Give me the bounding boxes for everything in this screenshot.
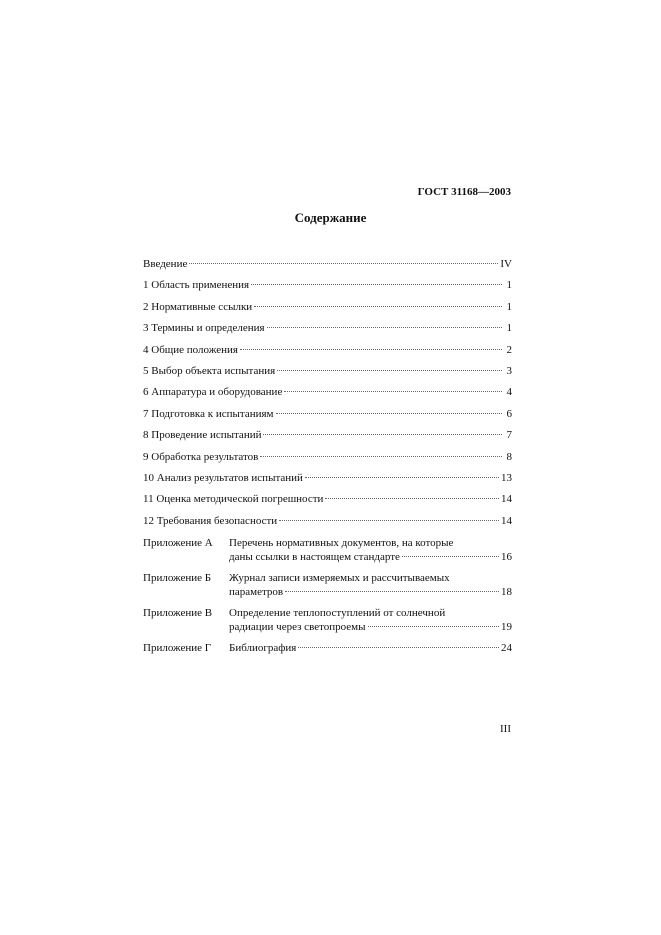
appendix-title-text: параметров bbox=[229, 586, 284, 599]
toc-entry bbox=[143, 472, 512, 487]
dot-leader bbox=[254, 306, 502, 307]
appendix-body bbox=[229, 536, 512, 564]
toc-title: Содержание bbox=[294, 210, 367, 225]
toc-entry-label: 8 Проведение испытаний bbox=[143, 429, 262, 442]
toc-entry-label: 7 Подготовка к испытаниям bbox=[143, 407, 274, 420]
dot-leader bbox=[298, 647, 499, 648]
appendix-page: 24 bbox=[501, 642, 512, 655]
page-number: III bbox=[500, 723, 511, 735]
appendix-title-line1: Определение теплопоступлений от солнечной bbox=[229, 607, 446, 620]
toc-appendix bbox=[143, 536, 512, 564]
toc-entry bbox=[143, 258, 512, 273]
toc-entry-label: 3 Термины и определения bbox=[143, 322, 265, 335]
dot-leader bbox=[284, 391, 502, 392]
appendix-title-text: радиации через светопроемы bbox=[229, 621, 366, 634]
toc-entry bbox=[143, 386, 512, 401]
appendix-body bbox=[229, 641, 512, 655]
appendix-label: Приложение А bbox=[143, 537, 213, 550]
appendix-title-line2 bbox=[229, 585, 512, 599]
toc-entry-label: 11 Оценка методической погрешности bbox=[143, 493, 324, 506]
toc-entry-page: 3 bbox=[506, 364, 512, 377]
toc-entry bbox=[143, 493, 512, 508]
toc-appendices bbox=[143, 536, 512, 655]
appendix-page: 19 bbox=[501, 621, 512, 634]
toc-entries bbox=[143, 258, 512, 530]
toc-entry-page: IV bbox=[500, 258, 512, 270]
toc-entry-page: 1 bbox=[506, 279, 512, 292]
toc-entry-page: 8 bbox=[506, 450, 512, 463]
toc-entry-label: 12 Требования безопасности bbox=[143, 514, 278, 527]
toc-entry-label: Введение bbox=[143, 258, 188, 270]
toc-entry-page: 1 bbox=[506, 322, 512, 335]
toc-appendix bbox=[143, 571, 512, 599]
table-of-contents bbox=[143, 258, 512, 662]
dot-leader bbox=[368, 626, 500, 627]
appendix-title-text: даны ссылки в настоящем стандарте bbox=[229, 551, 400, 564]
dot-leader bbox=[260, 456, 502, 457]
toc-entry bbox=[143, 408, 512, 423]
appendix-body bbox=[229, 571, 512, 599]
appendix-label: Приложение Г bbox=[143, 642, 212, 655]
toc-entry bbox=[143, 365, 512, 380]
dot-leader bbox=[251, 284, 502, 285]
dot-leader bbox=[325, 498, 499, 499]
appendix-label: Приложение В bbox=[143, 607, 213, 620]
dot-leader bbox=[402, 556, 499, 557]
toc-entry-page: 6 bbox=[506, 407, 512, 420]
appendix-title-line1: Журнал записи измеряемых и рассчитываемых bbox=[229, 572, 450, 585]
toc-entry-label: 10 Анализ результатов испытаний bbox=[143, 471, 303, 484]
toc-appendix bbox=[143, 606, 512, 634]
dot-leader bbox=[285, 591, 499, 592]
toc-entry bbox=[143, 344, 512, 359]
appendix-body bbox=[229, 606, 512, 634]
dot-leader bbox=[263, 434, 502, 435]
toc-entry-page: 14 bbox=[501, 514, 512, 527]
toc-entry-page: 7 bbox=[506, 429, 512, 442]
appendix-label: Приложение Б bbox=[143, 572, 212, 585]
appendix-title-line2 bbox=[229, 641, 512, 655]
dot-leader bbox=[276, 413, 503, 414]
toc-entry-label: 4 Общие положения bbox=[143, 343, 238, 356]
toc-entry-label: 5 Выбор объекта испытания bbox=[143, 364, 276, 377]
toc-entry bbox=[143, 322, 512, 337]
appendix-page: 18 bbox=[501, 586, 512, 599]
dot-leader bbox=[267, 327, 502, 328]
dot-leader bbox=[189, 263, 498, 264]
toc-entry-page: 13 bbox=[501, 471, 512, 484]
appendix-title-text: Библиография bbox=[229, 642, 297, 655]
toc-entry bbox=[143, 451, 512, 466]
appendix-title-line2 bbox=[229, 620, 512, 634]
toc-entry-page: 2 bbox=[506, 343, 512, 356]
toc-entry bbox=[143, 515, 512, 530]
dot-leader bbox=[240, 349, 502, 350]
appendix-title-line1: Перечень нормативных документов, на которые bbox=[229, 537, 454, 550]
dot-leader bbox=[305, 477, 499, 478]
toc-entry-page: 1 bbox=[506, 300, 512, 313]
appendix-page: 16 bbox=[501, 551, 512, 564]
toc-entry-page: 4 bbox=[506, 386, 512, 399]
toc-entry-label: 9 Обработка результатов bbox=[143, 450, 259, 463]
toc-entry bbox=[143, 301, 512, 316]
toc-entry bbox=[143, 279, 512, 294]
document-code: ГОСТ 31168—2003 bbox=[417, 186, 511, 198]
appendix-title-line2 bbox=[229, 550, 512, 564]
dot-leader bbox=[277, 370, 502, 371]
toc-entry bbox=[143, 429, 512, 444]
toc-appendix bbox=[143, 641, 512, 655]
toc-entry-page: 14 bbox=[501, 493, 512, 506]
dot-leader bbox=[279, 520, 499, 521]
toc-entry-label: 2 Нормативные ссылки bbox=[143, 300, 253, 313]
toc-entry-label: 1 Область применения bbox=[143, 279, 250, 292]
toc-entry-label: 6 Аппаратура и оборудование bbox=[143, 386, 283, 399]
